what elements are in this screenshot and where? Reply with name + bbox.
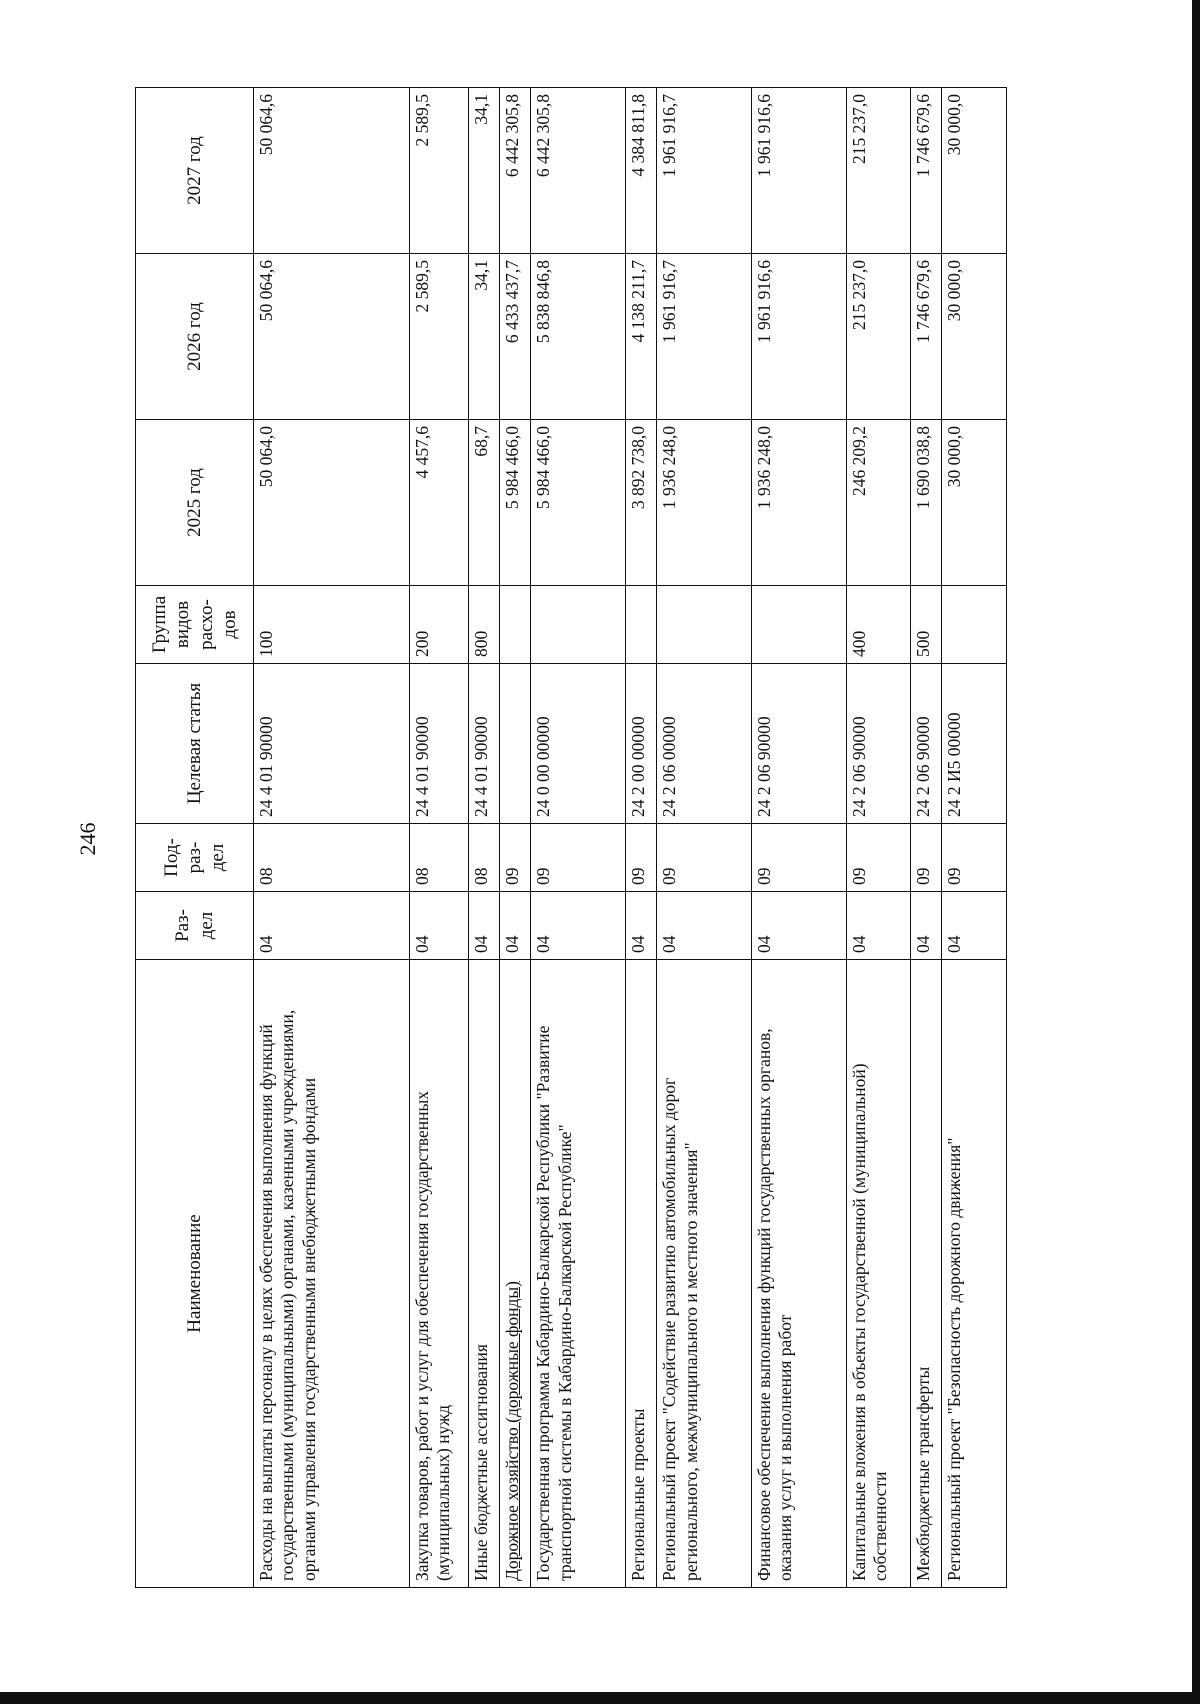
header-gruppa: Группа видов расхо-дов — [136, 586, 254, 664]
scan-edge-right — [1192, 0, 1200, 1704]
row-celevaya: 24 2 И5 00000 — [942, 664, 1007, 824]
row-celevaya: 24 2 06 90000 — [911, 664, 942, 824]
table-row — [626, 88, 657, 1588]
row-name: Расходы на выплаты персоналу в целях обеспечения выполнения функций государственными (муниципальными) органами, казенными учреждениями, органами управления государственными внебюджетными фондами — [254, 960, 410, 1588]
row-podrazdel: 09 — [657, 824, 752, 892]
row-name: Региональный проект "Безопасность дорожного движения" — [942, 960, 1007, 1588]
row-name: Дорожное хозяйство (дорожные фонды) — [500, 960, 531, 1588]
row-razdel: 04 — [626, 892, 657, 960]
row-value-2025: 50 064,0 — [254, 420, 410, 586]
row-gruppa — [942, 586, 1007, 664]
row-gruppa: 800 — [468, 586, 499, 664]
row-value-2025: 1 936 248,0 — [657, 420, 752, 586]
row-value-2027: 1 961 916,6 — [751, 88, 846, 254]
row-value-2025: 246 209,2 — [846, 420, 911, 586]
row-podrazdel: 09 — [942, 824, 1007, 892]
row-razdel: 04 — [846, 892, 911, 960]
row-value-2025: 4 457,6 — [409, 420, 468, 586]
table-row — [254, 88, 410, 1588]
row-gruppa — [751, 586, 846, 664]
row-gruppa — [626, 586, 657, 664]
row-podrazdel: 09 — [751, 824, 846, 892]
table-row — [942, 88, 1007, 1588]
row-gruppa — [500, 586, 531, 664]
header-celevaya: Целевая статья — [136, 664, 254, 824]
table-row — [911, 88, 942, 1588]
row-podrazdel: 09 — [911, 824, 942, 892]
row-value-2025: 5 984 466,0 — [500, 420, 531, 586]
row-value-2025: 68,7 — [468, 420, 499, 586]
row-name: Региональные проекты — [626, 960, 657, 1588]
row-name: Региональный проект "Содействие развитию автомобильных дорог регионального, межмуниципального и местного значения" — [657, 960, 752, 1588]
row-razdel: 04 — [468, 892, 499, 960]
header-2026: 2026 год — [136, 254, 254, 420]
header-2027: 2027 год — [136, 88, 254, 254]
row-value-2027: 215 237,0 — [846, 88, 911, 254]
row-value-2027: 50 064,6 — [254, 88, 410, 254]
row-gruppa: 500 — [911, 586, 942, 664]
header-row — [136, 88, 254, 1588]
table-row — [500, 88, 531, 1588]
row-podrazdel: 08 — [409, 824, 468, 892]
row-value-2027: 30 000,0 — [942, 88, 1007, 254]
row-celevaya: 24 0 00 00000 — [531, 664, 626, 824]
row-name: Закупка товаров, работ и услуг для обеспечения государственных (муниципальных) нужд — [409, 960, 468, 1588]
row-value-2027: 4 384 811,8 — [626, 88, 657, 254]
table-row — [657, 88, 752, 1588]
row-razdel: 04 — [942, 892, 1007, 960]
row-celevaya: 24 4 01 90000 — [409, 664, 468, 824]
table-row — [531, 88, 626, 1588]
row-gruppa — [531, 586, 626, 664]
row-value-2025: 30 000,0 — [942, 420, 1007, 586]
row-name: Финансовое обеспечение выполнения функций государственных органов, оказания услуг и выполнения работ — [751, 960, 846, 1588]
row-razdel: 04 — [409, 892, 468, 960]
row-celevaya: 24 2 06 90000 — [846, 664, 911, 824]
row-value-2026: 30 000,0 — [942, 254, 1007, 420]
budget-table — [135, 87, 1007, 1588]
row-value-2027: 1 746 679,6 — [911, 88, 942, 254]
row-name: Капитальные вложения в объекты государственной (муниципальной) собственности — [846, 960, 911, 1588]
row-name: Иные бюджетные ассигнования — [468, 960, 499, 1588]
row-value-2025: 1 936 248,0 — [751, 420, 846, 586]
row-value-2027: 6 442 305,8 — [500, 88, 531, 254]
row-podrazdel: 09 — [846, 824, 911, 892]
row-gruppa: 200 — [409, 586, 468, 664]
row-gruppa: 100 — [254, 586, 410, 664]
table-row — [846, 88, 911, 1588]
row-celevaya: 24 2 00 00000 — [626, 664, 657, 824]
row-value-2026: 34,1 — [468, 254, 499, 420]
row-value-2026: 5 838 846,8 — [531, 254, 626, 420]
row-razdel: 04 — [500, 892, 531, 960]
row-value-2025: 1 690 038,8 — [911, 420, 942, 586]
rotated-table-sheet — [135, 88, 1007, 1588]
table-row — [751, 88, 846, 1588]
row-value-2025: 3 892 738,0 — [626, 420, 657, 586]
row-razdel: 04 — [911, 892, 942, 960]
row-value-2026: 50 064,6 — [254, 254, 410, 420]
row-name: Межбюджетные трансферты — [911, 960, 942, 1588]
table-row — [468, 88, 499, 1588]
table-row — [409, 88, 468, 1588]
row-value-2026: 1 961 916,6 — [751, 254, 846, 420]
row-celevaya: 24 2 06 00000 — [657, 664, 752, 824]
row-value-2026: 1 961 916,7 — [657, 254, 752, 420]
row-value-2026: 4 138 211,7 — [626, 254, 657, 420]
row-value-2027: 1 961 916,7 — [657, 88, 752, 254]
row-razdel: 04 — [531, 892, 626, 960]
row-gruppa: 400 — [846, 586, 911, 664]
row-value-2027: 6 442 305,8 — [531, 88, 626, 254]
header-podrazdel: Под-раз-дел — [136, 824, 254, 892]
scan-edge-bottom — [0, 1692, 1200, 1704]
row-value-2027: 2 589,5 — [409, 88, 468, 254]
row-razdel: 04 — [254, 892, 410, 960]
header-razdel: Раз-дел — [136, 892, 254, 960]
row-value-2026: 2 589,5 — [409, 254, 468, 420]
table-body — [254, 88, 1007, 1588]
row-celevaya: 24 2 06 90000 — [751, 664, 846, 824]
row-podrazdel: 08 — [254, 824, 410, 892]
row-gruppa — [657, 586, 752, 664]
row-podrazdel: 09 — [626, 824, 657, 892]
row-value-2026: 215 237,0 — [846, 254, 911, 420]
row-value-2026: 6 433 437,7 — [500, 254, 531, 420]
header-2025: 2025 год — [136, 420, 254, 586]
header-name: Наименование — [136, 960, 254, 1588]
row-podrazdel: 09 — [531, 824, 626, 892]
row-razdel: 04 — [657, 892, 752, 960]
row-podrazdel: 08 — [468, 824, 499, 892]
row-name: Государственная программа Кабардино-Балкарской Республики "Развитие транспортной системы в Кабардино-Балкарской Республике" — [531, 960, 626, 1588]
row-celevaya — [500, 664, 531, 824]
row-value-2026: 1 746 679,6 — [911, 254, 942, 420]
page-number: 246 — [75, 822, 100, 856]
row-value-2027: 34,1 — [468, 88, 499, 254]
row-value-2025: 5 984 466,0 — [531, 420, 626, 586]
row-celevaya: 24 4 01 90000 — [468, 664, 499, 824]
row-razdel: 04 — [751, 892, 846, 960]
row-podrazdel: 09 — [500, 824, 531, 892]
row-celevaya: 24 4 01 90000 — [254, 664, 410, 824]
